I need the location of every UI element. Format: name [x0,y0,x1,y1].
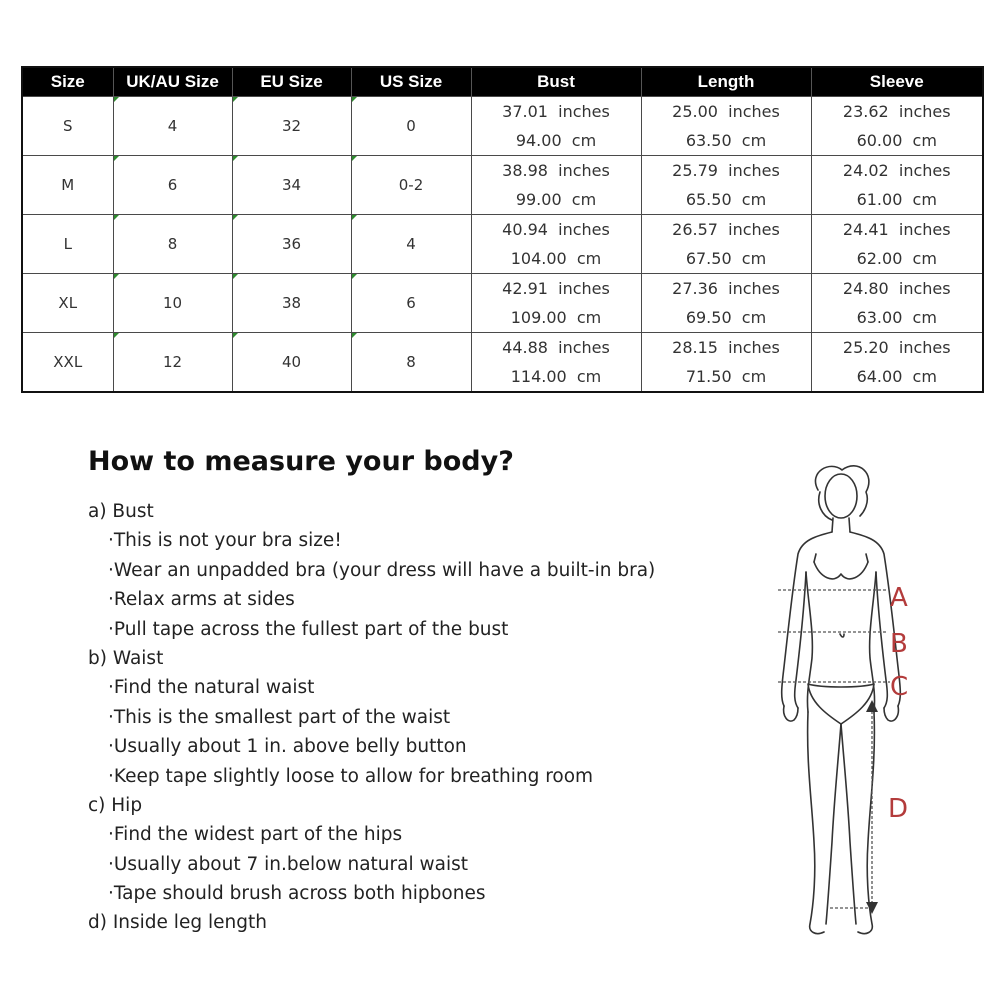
guide-tip: ·Relax arms at sides [108,589,295,611]
us-cell: 0-2 [351,155,471,214]
guide-tip: ·This is not your bra size! [108,530,342,552]
body-outline [782,466,901,934]
guide-tip: ·Keep tape slightly loose to allow for breathing room [108,765,594,787]
eu-cell: 40 [232,332,351,392]
length-cm: 71.50 cm [685,366,767,386]
section-heading: a) Bust [88,501,154,522]
uk-au-cell: 12 [113,332,232,392]
bust-inches: 40.94 inches [502,219,610,239]
sleeve-cm: 60.00 cm [856,130,937,150]
bust-inches: 37.01 inches [502,101,610,121]
guide-tip: ·Tape should brush across both hipbones [108,883,486,905]
guide-tip: ·Pull tape across the fullest part of the bust [108,618,509,640]
sleeve-inches: 23.62 inches [842,101,951,121]
size-cell: L [22,214,113,273]
bust-cell [471,273,641,332]
length-inches: 26.57 inches [672,219,780,239]
us-cell: 8 [351,332,471,392]
bust-cell [471,214,641,273]
guide-tip: ·Find the natural waist [108,677,315,699]
section-heading: b) Waist [88,647,164,669]
header-sleeve: Sleeve [811,67,983,96]
sleeve-inches: 24.02 inches [842,160,951,180]
arrow-up-icon [866,700,878,712]
bust-cell [471,96,641,155]
sleeve-inches: 25.20 inches [842,337,951,357]
guide-tip: ·Usually about 7 in.below natural waist [108,853,468,875]
length-cell [641,96,811,155]
label-a: A [890,583,908,613]
bust-cell [471,332,641,392]
guide-tip: ·Find the widest part of the hips [108,824,403,846]
eu-cell: 34 [232,155,351,214]
eu-cell: 32 [232,96,351,155]
length-inches: 28.15 inches [672,337,780,357]
section-heading: d) Inside leg length [88,912,267,934]
table-row [22,155,983,214]
bust-cm: 109.00 cm [510,307,602,327]
hip-section [88,791,728,909]
header-uk-au: UK/AU Size [113,67,232,96]
waist-section [88,644,728,791]
table-row [22,96,983,155]
table-row [22,214,983,273]
header-size: Size [22,67,113,96]
bust-section [88,497,728,644]
uk-au-cell: 8 [113,214,232,273]
sleeve-inches: 24.80 inches [842,278,951,298]
label-d: D [888,794,909,824]
uk-au-cell: 10 [113,273,232,332]
eu-cell: 38 [232,273,351,332]
length-cell [641,273,811,332]
us-cell: 0 [351,96,471,155]
body-measurement-figure [760,462,940,942]
length-inches: 27.36 inches [672,278,780,298]
sleeve-cell [811,273,983,332]
length-inches: 25.00 inches [672,101,780,121]
table-row [22,273,983,332]
header-length: Length [641,67,811,96]
size-cell: S [22,96,113,155]
guide-title: How to measure your body? [88,446,514,477]
measurement-guide [88,497,728,938]
bust-inches: 44.88 inches [502,337,610,357]
length-cm: 69.50 cm [685,307,767,327]
label-c: C [890,672,909,702]
length-cm: 65.50 cm [685,189,767,209]
bust-cm: 94.00 cm [515,130,597,150]
label-b: B [890,629,908,659]
header-row [22,67,983,96]
sleeve-cell [811,96,983,155]
sleeve-cm: 62.00 cm [856,248,937,268]
bust-cm: 104.00 cm [510,248,602,268]
uk-au-cell: 4 [113,96,232,155]
sleeve-cell [811,155,983,214]
sleeve-cell [811,214,983,273]
bust-cm: 114.00 cm [510,366,602,386]
inside-leg-section [88,908,728,937]
sleeve-cm: 64.00 cm [856,366,937,386]
guide-tip: ·Usually about 1 in. above belly button [108,736,467,758]
sleeve-cm: 63.00 cm [856,307,937,327]
size-cell: XL [22,273,113,332]
length-cell [641,155,811,214]
length-cell [641,214,811,273]
sleeve-cell [811,332,983,392]
header-bust: Bust [471,67,641,96]
uk-au-cell: 6 [113,155,232,214]
table-row [22,332,983,392]
sleeve-cm: 61.00 cm [856,189,937,209]
bust-cell [471,155,641,214]
sleeve-inches: 24.41 inches [842,219,951,239]
bust-cm: 99.00 cm [515,189,597,209]
header-eu: EU Size [232,67,351,96]
length-cm: 67.50 cm [685,248,767,268]
bust-inches: 42.91 inches [502,278,610,298]
size-chart-table [21,66,984,393]
eu-cell: 36 [232,214,351,273]
section-heading: c) Hip [88,794,143,816]
length-cell [641,332,811,392]
bust-inches: 38.98 inches [502,160,610,180]
us-cell: 6 [351,273,471,332]
guide-tip: ·This is the smallest part of the waist [108,706,451,728]
us-cell: 4 [351,214,471,273]
length-inches: 25.79 inches [672,160,780,180]
guide-tip: ·Wear an unpadded bra (your dress will have a built-in bra) [108,559,656,581]
header-us: US Size [351,67,471,96]
length-cm: 63.50 cm [685,130,767,150]
size-cell: XXL [22,332,113,392]
size-cell: M [22,155,113,214]
